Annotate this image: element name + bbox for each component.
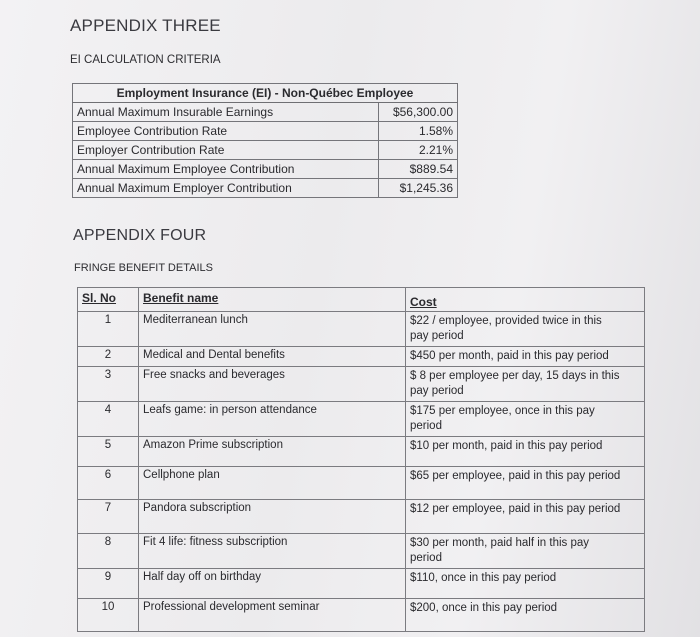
benefit-cost [406,437,645,467]
table-row [78,467,645,500]
benefit-cost-line: period [410,420,442,432]
benefit-cost-line: $30 per month, paid half in this pay [410,537,590,549]
appendix-four-title: APPENDIX FOUR [73,227,207,244]
benefit-cost [406,402,645,437]
benefit-cost-line: $200, once in this pay period [410,602,558,614]
benefit-cost-line: $22 / employee, provided twice in this [410,315,602,327]
benefit-number: 3 [78,367,139,402]
benefit-cost [406,534,645,569]
ei-value: $56,300.00 [379,103,458,122]
col-header-name: Benefit name [139,288,406,312]
benefit-number: 4 [78,402,139,437]
table-row [73,103,458,122]
benefit-cost [406,500,645,534]
benefit-number: 9 [78,569,139,599]
ei-value: 1.58% [379,122,458,141]
table-row [73,179,458,198]
benefit-name: Leafs game: in person attendance [139,402,406,437]
benefit-cost [406,347,645,367]
ei-table-header: Employment Insurance (EI) - Non-Québec Employee [73,84,458,103]
benefit-cost [406,367,645,402]
benefit-name: Fit 4 life: fitness subscription [139,534,406,569]
benefit-cost-line: $65 per employee, paid in this pay period [410,470,621,482]
table-row [73,122,458,141]
benefit-cost-line: period [410,552,442,564]
benefit-cost [406,467,645,500]
benefit-name: Medical and Dental benefits [139,347,406,367]
table-row [78,367,645,402]
benefit-cost-line: $110, once in this pay period [410,572,557,584]
fringe-benefit-subtitle: FRINGE BENEFIT DETAILS [74,262,213,274]
benefit-cost-line: $10 per month, paid in this pay period [410,440,603,452]
benefit-number: 1 [78,312,139,347]
benefit-cost-line: $175 per employee, once in this pay [410,405,595,417]
ei-value: $889.54 [379,160,458,179]
benefit-number: 8 [78,534,139,569]
benefit-name: Mediterranean lunch [139,312,406,347]
ei-label: Employer Contribution Rate [73,141,379,160]
ei-value: $1,245.36 [379,179,458,198]
table-row [78,569,645,599]
benefit-cost-line: pay period [410,330,464,342]
ei-criteria-subtitle: EI CALCULATION CRITERIA [70,54,221,66]
ei-label: Employee Contribution Rate [73,122,379,141]
benefit-name: Free snacks and beverages [139,367,406,402]
benefit-number: 10 [78,599,139,632]
ei-criteria-table [72,83,458,198]
benefit-number: 7 [78,500,139,534]
benefit-number: 5 [78,437,139,467]
ei-value: 2.21% [379,141,458,160]
col-header-no: Sl. No [78,288,139,312]
table-row [78,599,645,632]
appendix-three-title: APPENDIX THREE [70,16,221,35]
benefit-name: Pandora subscription [139,500,406,534]
fringe-benefit-table [77,287,645,632]
col-header-cost: Cost [406,288,645,312]
benefit-name: Professional development seminar [139,599,406,632]
table-row [73,141,458,160]
benefit-cost-line: pay period [410,385,464,397]
table-row [78,312,645,347]
table-row [78,437,645,467]
ei-label: Annual Maximum Insurable Earnings [73,103,379,122]
benefit-name: Amazon Prime subscription [139,437,406,467]
ei-label: Annual Maximum Employer Contribution [73,179,379,198]
benefit-name: Half day off on birthday [139,569,406,599]
table-header-row [78,288,645,312]
benefit-cost [406,599,645,632]
table-row [78,347,645,367]
benefit-number: 2 [78,347,139,367]
benefit-cost [406,569,645,599]
table-row [78,500,645,534]
table-row [73,160,458,179]
benefit-number: 6 [78,467,139,500]
table-row [78,534,645,569]
benefit-cost [406,312,645,347]
benefit-cost-line: $ 8 per employee per day, 15 days in this [410,370,620,382]
ei-label: Annual Maximum Employee Contribution [73,160,379,179]
table-row [78,402,645,437]
benefit-cost-line: $450 per month, paid in this pay period [410,350,609,362]
benefit-name: Cellphone plan [139,467,406,500]
benefit-cost-line: $12 per employee, paid in this pay period [410,503,621,515]
